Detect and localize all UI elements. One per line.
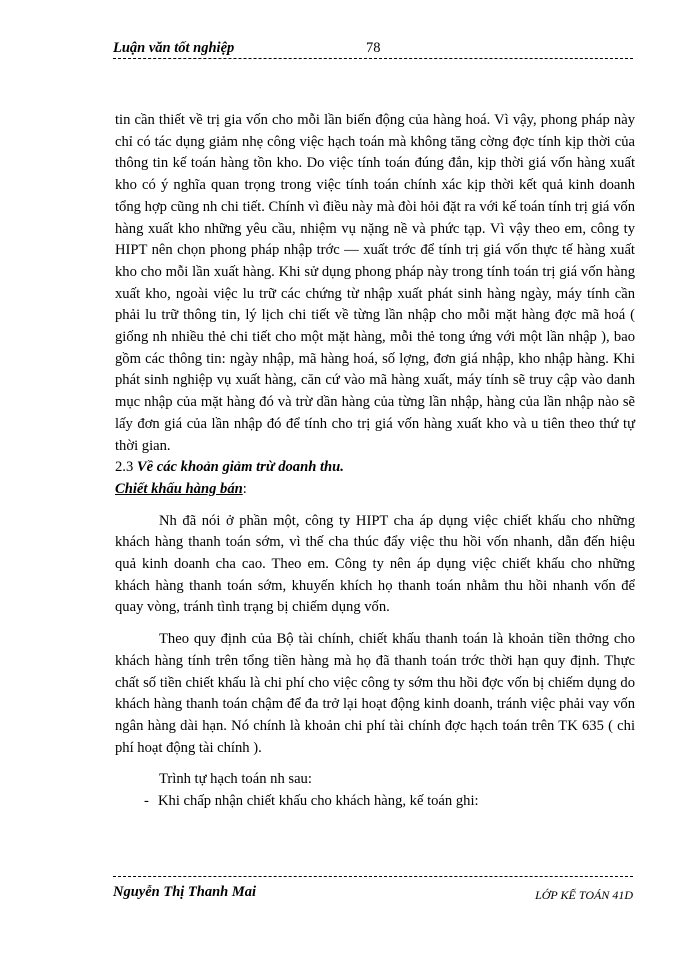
section-title: Về các khoản giảm trừ doanh thu. xyxy=(136,459,344,476)
body-paragraph: tin cần thiết về trị gia vốn cho mỗi lần biến động của hàng hoá. Vì vậy, phong pháp này chỉ có tác dụng giảm nhẹ công việc hạch toán mà không tăng cờng đợc tính kịp thời của thông tin kế toán hàng tồn kho. Do việc tính toán đúng đắn, kịp thời giá vốn hàng xuất kho có ý nghĩa quan trọng trong việc tính toán chính xác kịp thời kết quả kinh doanh tổng hợp cũng nh chi tiết. Chính vì điều này mà đòi hỏi đặt ra với kế toán tính trị giá vốn hàng xuất kho những yêu cầu, nhiệm vụ nặng nề và phức tạp. Vì vậy theo em, công ty HIPT nên chọn phong pháp nhập trớc — xuất trớc để tính trị giá vốn thực tế hàng xuất kho cho mỗi lần xuất hàng. Khi sử dụng phong pháp này trong tính toán trị giá vốn hàng xuất kho, ngoài việc lu trữ các chứng từ nhập xuất phát sinh hàng ngày, máy tính cần phải lu trữ thông tin, lý lịch chi tiết về từng lần nhập cho mỗi mặt hàng đợc mã hoá ( giống nh nhiều thẻ chi tiết cho một mặt hàng, mỗi thẻ tong ứng với một lần nhập ), bao gồm các thông tin: ngày nhập, mã hàng hoá, số lợng, đơn giá nhập, kho nhập hàng. Khi phát sinh nghiệp vụ xuất hàng, căn cứ vào mã hàng xuất, máy tính sẽ truy cập vào danh mục nhập của mặt hàng đó và trừ dần hàng của từng lần nhập, hàng của lần nhập nào sẽ lấy đơn giá của lần nhập đó để tính cho trị giá vốn hàng xuất kho và u tiên theo thứ tự thời gian. xyxy=(115,112,635,454)
footer-author: Nguyễn Thị Thanh Mai xyxy=(113,884,257,900)
bullet-dash: - xyxy=(144,793,149,810)
body-paragraph: Nh đã nói ở phần một, công ty HIPT cha áp dụng việc chiết khấu cho những khách hàng thanh toán sớm, vì thế cha thúc đẩy việc thu hồi vốn nhanh, dẫn đến hiệu quả kinh doanh cha cao. Theo em. Công ty nên áp dụng việc chiết khấu cho những khách hàng thanh toán sớm, khuyến khích họ thanh toán nhằm thu hồi nhanh vốn để quay vòng, tránh tình trạng bị chiếm dụng vốn. xyxy=(115,512,635,616)
list-item-text: Khi chấp nhận chiết khấu cho khách hàng, kế toán ghi: xyxy=(158,793,479,810)
page-header xyxy=(113,40,633,62)
body-paragraph: Trình tự hạch toán nh sau: xyxy=(159,771,312,788)
body-paragraph: Theo quy định của Bộ tài chính, chiết khấu thanh toán là khoản tiền thởng cho khách hàng tính trên tổng tiền hàng mà họ đã thanh toán trớc thời hạn quy định. Thực chất số tiền chiết khấu là chi phí cho việc công ty sớm thu hồi đợc vốn bị chiếm dụng do khách hàng thanh toán chậm để đa trở lại hoạt động kinh doanh, tránh việc phải vay vốn ngân hàng dài hạn. Nó chính là khoản chi phí tài chính đợc hạch toán trên TK 635 ( chi phí hoạt động tài chính ). xyxy=(115,631,635,756)
page-number: 78 xyxy=(366,40,381,56)
footer-class: LỚP KẾ TOÁN 41D xyxy=(535,888,633,902)
subsection-heading xyxy=(115,479,635,501)
section-number: 2.3 xyxy=(115,459,134,476)
page-body xyxy=(115,110,635,813)
list-item xyxy=(115,791,635,813)
header-rule xyxy=(113,58,633,59)
footer-rule xyxy=(113,876,633,877)
subsection-colon: : xyxy=(242,480,247,497)
page-footer xyxy=(113,876,633,916)
subsection-title: Chiết khấu hàng bán xyxy=(115,480,243,497)
header-title: Luận văn tốt nghiệp xyxy=(113,40,235,56)
section-heading xyxy=(115,457,635,479)
